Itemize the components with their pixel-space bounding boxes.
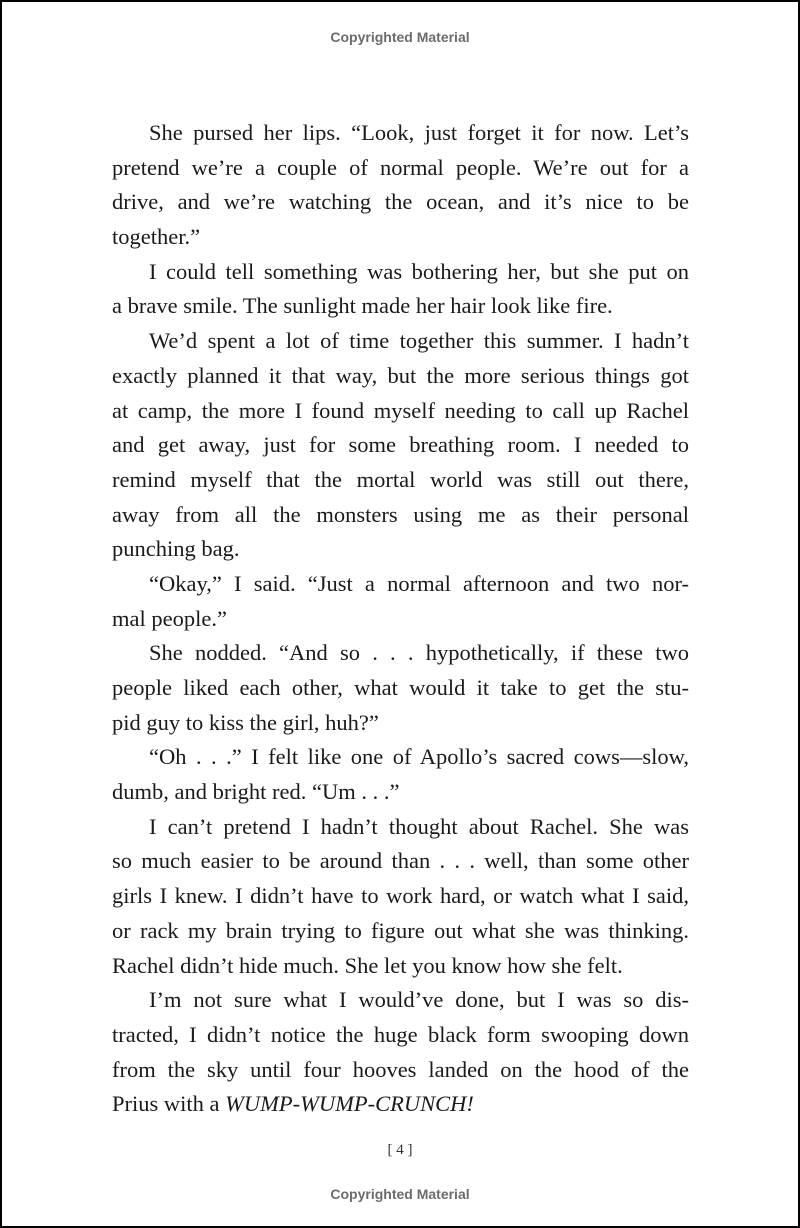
text-line bbox=[112, 775, 689, 810]
text-line bbox=[112, 220, 689, 255]
text-line bbox=[112, 1087, 689, 1122]
text-line-content: “Okay,” I said. “Just a normal afternoon and two nor- bbox=[149, 570, 689, 596]
text-line bbox=[112, 636, 689, 671]
text-line bbox=[112, 1018, 689, 1053]
text-line-content: She pursed her lips. “Look, just forget it for now. Let’s bbox=[149, 120, 689, 145]
text-line-content: from the sky until four hooves landed on the hood of the bbox=[112, 1056, 689, 1082]
text-line-content: I’m not sure what I would’ve done, but I was so dis- bbox=[149, 987, 689, 1013]
text-line bbox=[112, 983, 689, 1018]
text-line-content: We’d spent a lot of time together this summer. I hadn’t bbox=[149, 328, 689, 354]
paragraph bbox=[112, 636, 689, 740]
text-line bbox=[112, 498, 689, 533]
text-line-content: pretend we’re a couple of normal people. We’re out for a bbox=[112, 154, 689, 180]
text-line-content: tracted, I didn’t notice the huge black form swooping down bbox=[112, 1021, 689, 1047]
page-number: [ 4 ] bbox=[387, 1142, 413, 1158]
text-line bbox=[112, 394, 689, 429]
text-line bbox=[112, 324, 689, 359]
text-line bbox=[112, 463, 689, 498]
text-line bbox=[112, 740, 689, 775]
text-line bbox=[112, 567, 689, 602]
text-line-content: “Oh . . .” I felt like one of Apollo’s sacred cows—slow, bbox=[149, 744, 689, 770]
text-line-content: drive, and we’re watching the ocean, and it’s nice to be bbox=[112, 189, 689, 215]
text-line bbox=[112, 532, 689, 567]
copyright-header: Copyrighted Material bbox=[330, 29, 470, 45]
text-line bbox=[112, 289, 689, 324]
text-line-content: dumb, and bright red. “Um . . .” bbox=[112, 779, 400, 805]
italic-sound-effect: WUMP-WUMP-CRUNCH! bbox=[225, 1091, 474, 1117]
text-line bbox=[112, 844, 689, 879]
text-line-content: away from all the monsters using me as their personal bbox=[112, 501, 689, 527]
paragraph bbox=[112, 116, 689, 255]
text-line bbox=[112, 1053, 689, 1088]
text-line-content: or rack my brain trying to figure out what she was thinking. bbox=[112, 917, 689, 943]
text-line-content: I could tell something was bothering her, but she put on bbox=[149, 258, 689, 284]
paragraph bbox=[112, 324, 689, 567]
text-line bbox=[112, 116, 689, 151]
text-line-content: at camp, the more I found myself needing to call up Rachel bbox=[112, 397, 689, 423]
text-line-content: and get away, just for some breathing room. I needed to bbox=[112, 432, 689, 458]
text-line-content: mal people.” bbox=[112, 605, 227, 631]
paragraph bbox=[112, 983, 689, 1122]
text-line-content: together.” bbox=[112, 224, 201, 250]
text-line bbox=[112, 185, 689, 220]
text-line bbox=[112, 706, 689, 741]
text-line-content: Rachel didn’t hide much. She let you know how she felt. bbox=[112, 952, 623, 978]
text-line-content: punching bag. bbox=[112, 536, 240, 562]
text-line-content: She nodded. “And so . . . hypothetically, if these two bbox=[149, 640, 689, 666]
paragraph bbox=[112, 567, 689, 636]
text-line-content: girls I knew. I didn’t have to work hard, or watch what I said, bbox=[112, 883, 689, 909]
text-line-content: a brave smile. The sunlight made her hair look like fire. bbox=[112, 293, 613, 319]
text-line bbox=[112, 810, 689, 845]
text-line bbox=[112, 359, 689, 394]
text-line bbox=[112, 671, 689, 706]
body-text bbox=[112, 116, 689, 1122]
text-line-content: remind myself that the mortal world was still out there, bbox=[112, 466, 689, 492]
copyright-footer: Copyrighted Material bbox=[330, 1186, 470, 1202]
text-line-content: exactly planned it that way, but the more serious things got bbox=[112, 362, 689, 388]
text-line bbox=[112, 428, 689, 463]
paragraph bbox=[112, 810, 689, 983]
text-line-content: pid guy to kiss the girl, huh?” bbox=[112, 709, 379, 735]
paragraph bbox=[112, 740, 689, 809]
text-line bbox=[112, 949, 689, 984]
text-line bbox=[112, 255, 689, 290]
paragraph bbox=[112, 255, 689, 324]
text-line bbox=[112, 879, 689, 914]
text-line bbox=[112, 151, 689, 186]
text-line bbox=[112, 602, 689, 637]
text-line bbox=[112, 914, 689, 949]
text-line-content: so much easier to be around than . . . well, than some other bbox=[112, 848, 689, 874]
text-line-content: I can’t pretend I hadn’t thought about Rachel. She was bbox=[149, 813, 689, 839]
text-line-content: Prius with a bbox=[112, 1091, 226, 1117]
text-line-content: people liked each other, what would it take to get the stu- bbox=[112, 675, 689, 700]
